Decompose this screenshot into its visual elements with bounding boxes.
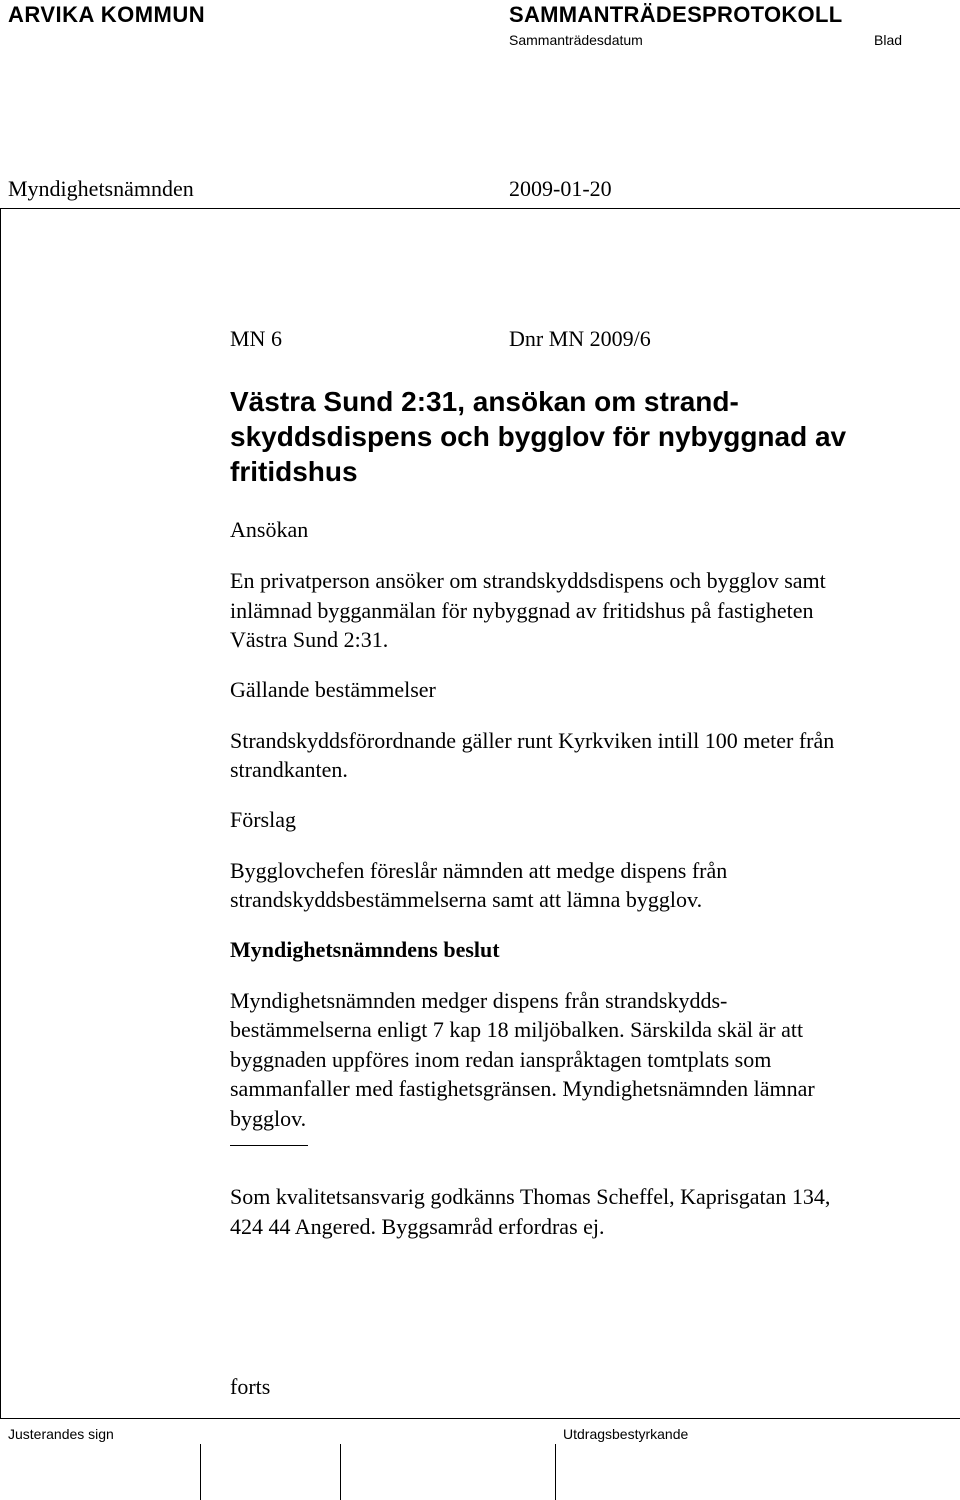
meeting-date-label: Sammanträdesdatum	[509, 32, 643, 48]
text-line: strandkanten.	[230, 757, 348, 782]
text-line: 424 44 Angered. Byggsamråd erfordras ej.	[230, 1213, 605, 1239]
text-line: En privatperson ansöker om strandskyddsdispens och bygglov samt	[230, 568, 826, 593]
text-line: Bygglovchefen föreslår nämnden att medge dispens från	[230, 857, 728, 883]
application-text	[230, 566, 930, 655]
registration-number: Dnr MN 2009/6	[509, 326, 651, 351]
page-header	[0, 0, 960, 60]
adjuster-sign-label: Justerandes sign	[8, 1426, 114, 1442]
text-line: Strandskyddsförordnande gäller runt Kyrkviken intill 100 meter från	[230, 727, 835, 753]
item-id-row	[230, 322, 930, 358]
decision-heading: Myndighetsnämndens beslut	[230, 936, 500, 962]
text-line: sammanfaller med fastighetsgränsen. Myndighetsnämnden lämnar	[230, 1076, 815, 1101]
text-line: byggnaden uppföres inom redan ianspråktagen tomtplats som	[230, 1046, 772, 1072]
organization-name: ARVIKA KOMMUN	[8, 2, 206, 27]
item-title	[230, 384, 930, 489]
text-line: Västra Sund 2:31.	[230, 627, 389, 652]
text-line: inlämnad bygganmälan för nybyggnad av fritidshus på fastigheten	[230, 597, 814, 623]
meeting-divider	[0, 208, 960, 209]
rules-heading: Gällande bestämmelser	[230, 676, 436, 702]
decision-text	[230, 986, 930, 1134]
page-footer	[0, 1418, 960, 1500]
meeting-date: 2009-01-20	[509, 176, 612, 201]
text-line: strandskyddsbestämmelserna samt att lämna bygglov.	[230, 887, 703, 912]
meeting-bar	[0, 174, 960, 206]
title-line: fritidshus	[230, 456, 358, 487]
proposal-text	[230, 856, 930, 915]
extract-certification-label: Utdragsbestyrkande	[563, 1426, 689, 1442]
signature-box-divider	[340, 1444, 341, 1500]
text-line: Som kvalitetsansvarig godkänns Thomas Scheffel, Kaprisgatan 134,	[230, 1184, 831, 1209]
page-label: Blad	[874, 32, 903, 48]
rules-text	[230, 726, 930, 785]
text-line: Myndighetsnämnden medger dispens från strandskydds-	[230, 987, 728, 1013]
proposal-heading: Förslag	[230, 806, 296, 832]
continuation-marker: forts	[230, 1374, 271, 1399]
title-line: Västra Sund 2:31, ansökan om strand-	[230, 386, 739, 417]
application-heading: Ansökan	[230, 517, 309, 542]
title-line: skyddsdispens och bygglov för nybyggnad av	[230, 421, 847, 452]
text-line: bestämmelserna enligt 7 kap 18 miljöbalken. Särskilda skäl är att	[230, 1017, 804, 1042]
protocol-item	[230, 322, 930, 1241]
signature-box-divider	[555, 1444, 556, 1500]
left-margin-line	[0, 208, 1, 1418]
paragraph-number: MN 6	[230, 326, 282, 351]
quality-text	[230, 1182, 930, 1241]
document-type: SAMMANTRÄDESPROTOKOLL	[509, 2, 843, 27]
signature-box-divider	[200, 1444, 201, 1500]
meeting-body: Myndighetsnämnden	[8, 176, 194, 201]
text-line: bygglov.	[230, 1105, 307, 1131]
